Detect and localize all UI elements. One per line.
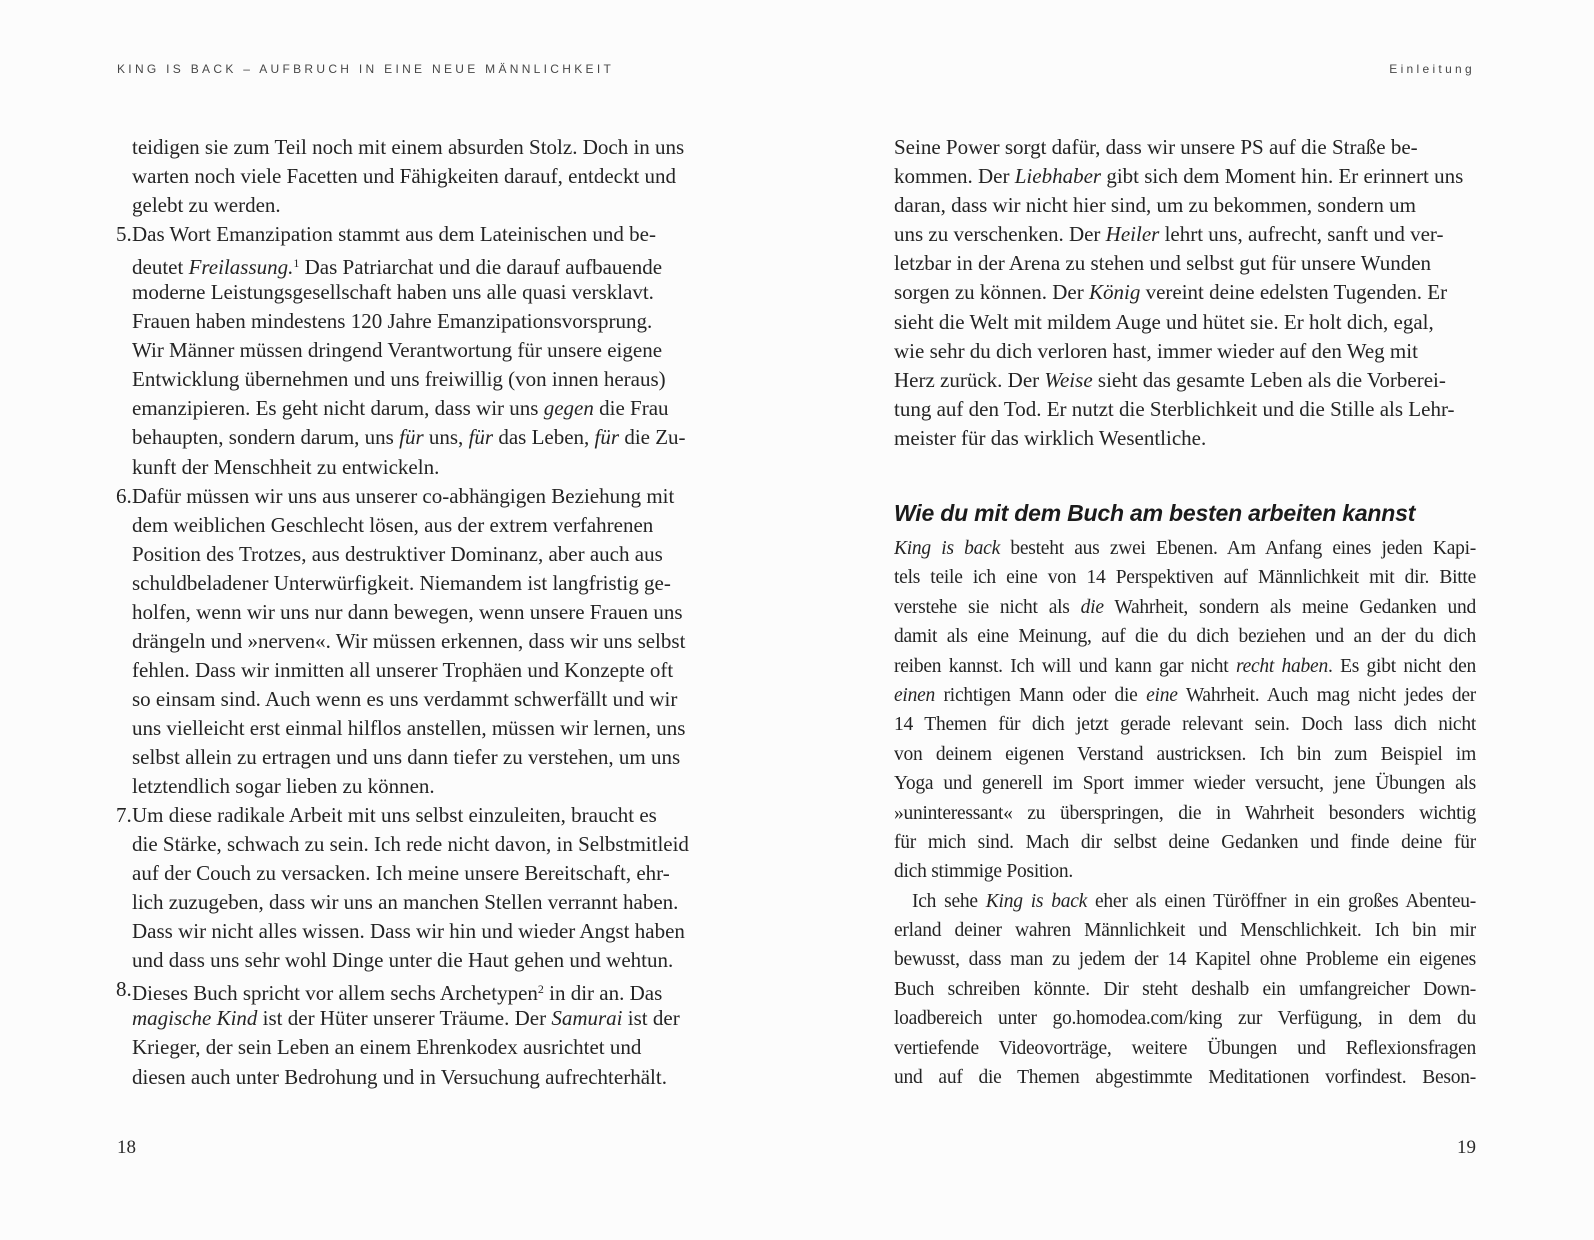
numbered-list bbox=[116, 220, 694, 1091]
text-line: uns zu verschenken. Der Heiler lehrt uns, aufrecht, sanft und ver- bbox=[894, 222, 1444, 247]
text-line: diesen auch unter Bedrohung und in Versuchung aufrechterhält. bbox=[132, 1064, 667, 1089]
italic-text: King is back bbox=[985, 890, 1088, 912]
left-page-body bbox=[116, 133, 694, 1092]
italic-text: Liebhaber bbox=[1014, 164, 1102, 189]
text-line: Wir Männer müssen dringend Verantwortung für unsere eigene bbox=[132, 338, 663, 363]
text-line: emanzipieren. Es geht nicht darum, dass wir uns gegen die Frau bbox=[132, 396, 669, 421]
italic-text: Heiler bbox=[1105, 222, 1160, 247]
italic-text: recht haben bbox=[1235, 655, 1328, 677]
italic-text: Samurai bbox=[551, 1006, 623, 1031]
text-line: Entwicklung übernehmen und uns freiwillig (von innen heraus) bbox=[132, 367, 666, 392]
footnote-marker: 1 bbox=[293, 256, 300, 271]
italic-text: König bbox=[1088, 280, 1141, 305]
right-section-body bbox=[894, 534, 1476, 1092]
text-line: wie sehr du dich verloren hast, immer wieder auf den Weg mit bbox=[894, 338, 1418, 363]
italic-text: gegen bbox=[543, 396, 594, 421]
text-line: Seine Power sorgt dafür, dass wir unsere PS auf die Straße be- bbox=[894, 135, 1418, 159]
text-line: und dass uns sehr wohl Dinge unter die Haut gehen und wehtun. bbox=[132, 948, 674, 973]
text-line: dich stimmige Position. bbox=[894, 861, 1073, 883]
text-line: die Stärke, schwach zu sein. Ich rede nicht davon, in Selbstmitleid bbox=[132, 832, 689, 857]
text-line: behaupten, sondern darum, uns für uns, für das Leben, für die Zu- bbox=[132, 425, 686, 450]
text-line: damit als eine Meinung, auf die du dich beziehen und an der du dich bbox=[894, 626, 1476, 648]
text-line: Dass wir nicht alles wissen. Dass wir hin und wieder Angst haben bbox=[132, 919, 685, 944]
text-line: und auf die Themen abgestimmte Meditationen vorfindest. Beson- bbox=[894, 1067, 1476, 1089]
text-line: Um diese radikale Arbeit mit uns selbst einzuleiten, braucht es bbox=[132, 803, 657, 828]
right-continuation-paragraph bbox=[894, 133, 1476, 453]
italic-text: die bbox=[1080, 596, 1104, 618]
text-line: für mich sind. Mach dir selbst deine Gedanken und finde deine für bbox=[894, 831, 1476, 853]
text-line: gelebt zu werden. bbox=[132, 193, 281, 218]
text-line: reiben kannst. Ich will und kann gar nicht recht haben. Es gibt nicht den bbox=[894, 655, 1476, 677]
text-line: Yoga und generell im Sport immer wieder versucht, jene Übungen als bbox=[894, 773, 1476, 795]
text-line: Dieses Buch spricht vor allem sechs Archetypen$^2$ in dir an. Das bbox=[132, 981, 663, 1006]
text-line: 14 Themen für dich jetzt gerade relevant sein. Doch lass dich nicht bbox=[894, 714, 1476, 736]
text-line: Position des Trotzes, aus destruktiver Dominanz, aber auch aus bbox=[132, 541, 663, 566]
text-line: einen richtigen Mann oder die eine Wahrheit. Auch mag nicht jedes der bbox=[894, 684, 1476, 706]
text-line: tels teile ich eine von 14 Perspektiven auf Männlichkeit mit dir. Bitte bbox=[894, 567, 1476, 589]
text-line: warten noch viele Facetten und Fähigkeiten darauf, entdeckt und bbox=[132, 164, 677, 189]
italic-text: Weise bbox=[1044, 367, 1093, 392]
text-line: bewusst, dass man zu jedem der 14 Kapitel ohne Probleme ein eigenes bbox=[894, 949, 1476, 971]
italic-text: King is back bbox=[894, 538, 1000, 559]
list-item bbox=[116, 220, 694, 481]
text-line: kommen. Der Liebhaber gibt sich dem Moment hin. Er erinnert uns bbox=[894, 164, 1464, 189]
text-line: uns vielleicht erst einmal hilflos anstellen, müssen wir lernen, uns bbox=[132, 715, 686, 740]
right-running-header: Einleitung bbox=[1389, 62, 1475, 76]
text-line: verstehe sie nicht als die Wahrheit, sondern als meine Gedanken und bbox=[894, 596, 1476, 618]
text-line: »uninteressant« zu überspringen, die in Wahrheit besonders wichtig bbox=[894, 802, 1476, 824]
italic-text: magische Kind bbox=[132, 1006, 258, 1031]
text-line: auf der Couch zu versacken. Ich meine unsere Bereitschaft, ehr- bbox=[132, 861, 670, 886]
italic-text: für bbox=[468, 425, 494, 450]
text-line: von deinem eigenen Verstand austricksen. Ich bin zum Beispiel im bbox=[894, 743, 1476, 765]
text-line: drängeln und »nerven«. Wir müssen erkennen, dass wir uns selbst bbox=[132, 628, 686, 653]
text-line: kunft der Menschheit zu entwickeln. bbox=[132, 454, 440, 479]
text-line: sorgen zu können. Der König vereint deine edelsten Tugenden. Er bbox=[894, 280, 1448, 305]
right-page-number: 19 bbox=[1457, 1137, 1476, 1158]
text-line: loadbereich unter go.homodea.com/king zur Verfügung, in dem du bbox=[894, 1008, 1476, 1030]
italic-text: einen bbox=[894, 684, 935, 706]
text-line: fehlen. Dass wir inmitten all unserer Trophäen und Konzepte oft bbox=[132, 657, 674, 682]
text-line: dem weiblichen Geschlecht lösen, aus der extrem verfahrenen bbox=[132, 512, 654, 537]
section-heading: Wie du mit dem Buch am besten arbeiten kannst bbox=[894, 500, 1416, 526]
text-line: sieht die Welt mit mildem Auge und hütet sie. Er holt dich, egal, bbox=[894, 309, 1434, 334]
list-item-number: 6. bbox=[116, 483, 132, 508]
footnote-marker: 2 bbox=[537, 982, 544, 997]
text-line: selbst allein zu ertragen und uns dann tiefer zu verstehen, um uns bbox=[132, 744, 681, 769]
text-line: Buch schreiben könnte. Dir steht deshalb ein umfangreicher Down- bbox=[894, 978, 1476, 1000]
italic-text: für bbox=[399, 425, 424, 450]
text-line: daran, dass wir nicht hier sind, um zu bekommen, sondern um bbox=[894, 193, 1416, 218]
text-line: Das Wort Emanzipation stammt aus dem Lateinischen und be- bbox=[132, 222, 656, 247]
text-line: magische Kind ist der Hüter unserer Träume. Der Samurai ist der bbox=[132, 1006, 680, 1031]
list-item bbox=[116, 482, 694, 802]
italic-text: für bbox=[594, 425, 620, 450]
text-line: Herz zurück. Der Weise sieht das gesamte Leben als die Vorberei- bbox=[894, 367, 1446, 392]
text-line: meister für das wirklich Wesentliche. bbox=[894, 425, 1207, 450]
text-line: Ich sehe King is back eher als einen Türöffner in ein großes Abenteu- bbox=[912, 890, 1476, 912]
text-line: vertiefende Videovorträge, weitere Übungen und Reflexionsfragen bbox=[894, 1037, 1476, 1059]
left-running-header: KING IS BACK – AUFBRUCH IN EINE NEUE MÄNNLICHKEIT bbox=[117, 62, 615, 76]
text-line: King is back besteht aus zwei Ebenen. Am Anfang eines jeden Kapi- bbox=[894, 538, 1476, 559]
list-item-number: 8. bbox=[116, 977, 132, 1002]
text-line: tung auf den Tod. Er nutzt die Sterblichkeit und die Stille als Lehr- bbox=[894, 396, 1455, 421]
text-line: letztendlich sogar lieben zu können. bbox=[132, 774, 435, 799]
continuation-paragraph bbox=[116, 133, 694, 220]
list-item-number: 7. bbox=[116, 803, 132, 828]
list-item bbox=[116, 801, 694, 975]
italic-text: Freilassung. bbox=[188, 255, 294, 280]
text-line: lich zuzugeben, dass wir uns an manchen Stellen verrannt haben. bbox=[132, 890, 679, 915]
text-line: deutet Freilassung.$^1$ Das Patriarchat und die darauf aufbauende bbox=[132, 255, 663, 280]
left-page-number: 18 bbox=[117, 1137, 136, 1158]
text-line: Krieger, der sein Leben an einem Ehrenkodex ausrichtet und bbox=[132, 1035, 642, 1060]
text-line: Dafür müssen wir uns aus unserer co-abhängigen Beziehung mit bbox=[132, 483, 675, 508]
text-line: moderne Leistungsgesellschaft haben uns alle quasi versklavt. bbox=[132, 280, 654, 305]
text-line: so einsam sind. Auch wenn es uns verdammt schwerfällt und wir bbox=[132, 686, 678, 711]
text-line: Frauen haben mindestens 120 Jahre Emanzipationsvorsprung. bbox=[132, 309, 653, 334]
text-line: schuldbeladener Unterwürfigkeit. Niemandem ist langfristig ge- bbox=[132, 570, 671, 595]
text-line: teidigen sie zum Teil noch mit einem absurden Stolz. Doch in uns bbox=[132, 135, 685, 159]
italic-text: eine bbox=[1146, 684, 1178, 706]
text-line: holfen, wenn wir uns nur dann bewegen, wenn unsere Frauen uns bbox=[132, 599, 683, 624]
text-line: erland deiner wahren Männlichkeit und Menschlichkeit. Ich bin mir bbox=[894, 920, 1476, 942]
text-line: letzbar in der Arena zu stehen und selbst gut für unsere Wunden bbox=[894, 251, 1432, 276]
list-item-number: 5. bbox=[116, 222, 132, 247]
list-item bbox=[116, 975, 694, 1091]
